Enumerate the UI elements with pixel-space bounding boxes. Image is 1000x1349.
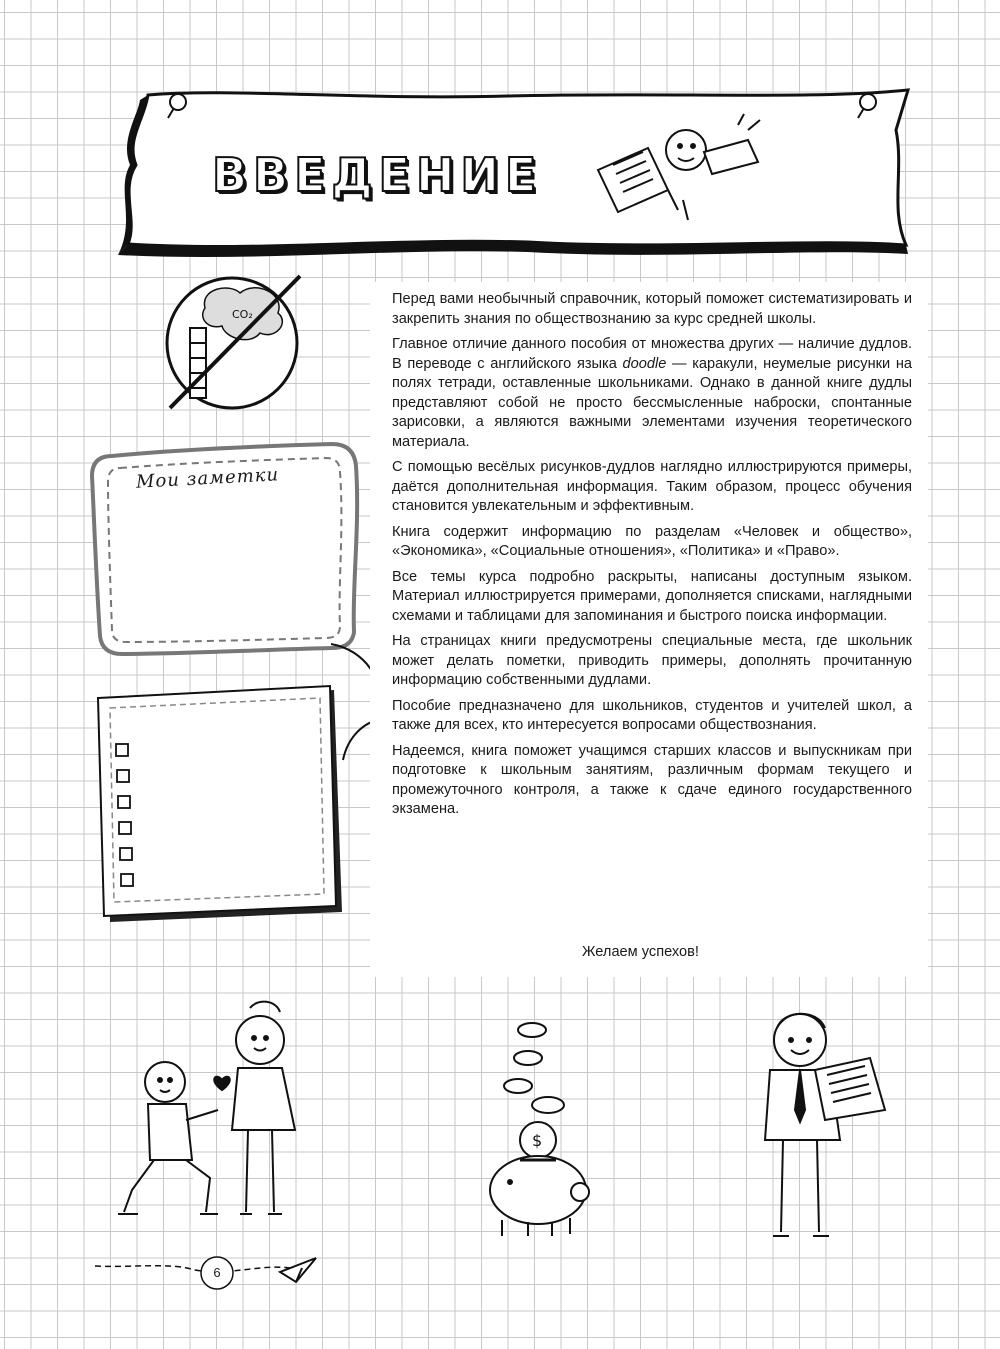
doodle-term: doodle bbox=[622, 355, 667, 372]
paragraph-1: Перед вами необычный справочник, который поможет систематизировать и закрепить знания по обществознанию за курс средней школы. bbox=[392, 291, 912, 327]
piggy-bank-icon bbox=[480, 1010, 610, 1240]
paragraph-5: Все темы курса подробно раскрыты, написаны доступным языком. Материал иллюстрируется примерами, дополняется списками, наглядными схемами и таблицами для запоминания и быстрого поиска информации. bbox=[392, 568, 912, 624]
proposal-doodle-icon bbox=[110, 990, 310, 1230]
body-text bbox=[392, 290, 912, 826]
page-title: ВВЕДЕНИЕ bbox=[212, 148, 543, 202]
checklist-card[interactable] bbox=[94, 684, 356, 932]
paragraph-4: Книга содержит информацию по разделам «Человек и общество», «Экономика», «Социальные отношения», «Политика» и «Право». bbox=[392, 523, 912, 559]
checkbox-6[interactable] bbox=[121, 874, 133, 886]
paper-plane-icon bbox=[280, 1258, 316, 1282]
svg-text:$: $ bbox=[532, 1131, 543, 1150]
checkbox-2[interactable] bbox=[117, 770, 129, 782]
paragraph-8: Надеемся, книга поможет учащимся старших классов и выпускникам при подготовке к школьным занятиям, различным формам текущего и промежуточного контроля, а также к сдаче единого государственного экзамена. bbox=[392, 742, 912, 817]
checkbox-5[interactable] bbox=[120, 848, 132, 860]
paragraph-2: Главное отличие данного пособия от множества других — наличие дудлов. В переводе с английского языка doodle — каракули, неумелые рисунки на полях тетради, оставленные школьниками. Однако в данной книге дудлы представляют собой не просто бессмысленные наброски, спонтанные зарисовки, а являются важными элементами изучения теоретического материала. bbox=[392, 336, 912, 450]
notes-title: Мои заметки bbox=[135, 464, 280, 493]
checkbox-3[interactable] bbox=[118, 796, 130, 808]
checkbox-4[interactable] bbox=[119, 822, 131, 834]
checkbox-1[interactable] bbox=[116, 744, 128, 756]
co2-label: CO₂ bbox=[232, 308, 253, 321]
page-number: 6 bbox=[213, 1265, 221, 1280]
paragraph-3: С помощью весёлых рисунков-дудлов наглядно иллюстрируются примеры, даётся дополнительная информация. Таким образом, процесс обучения становится увлекательным и эффективным. bbox=[392, 459, 912, 514]
businessman-doodle-icon bbox=[745, 1000, 905, 1250]
paragraph-7: Пособие предназначено для школьников, студентов и учителей школ, а также для всех, кто интересуется вопросами обществознания. bbox=[392, 697, 912, 733]
paragraph-6: На страницах книги предусмотрены специальные места, где школьник может делать пометки, приводить примеры, дополнять прочитанную информацию собственными дудлами. bbox=[392, 633, 912, 688]
closing-line: Желаем успехов! bbox=[582, 944, 699, 960]
no-pollution-icon bbox=[160, 268, 310, 418]
